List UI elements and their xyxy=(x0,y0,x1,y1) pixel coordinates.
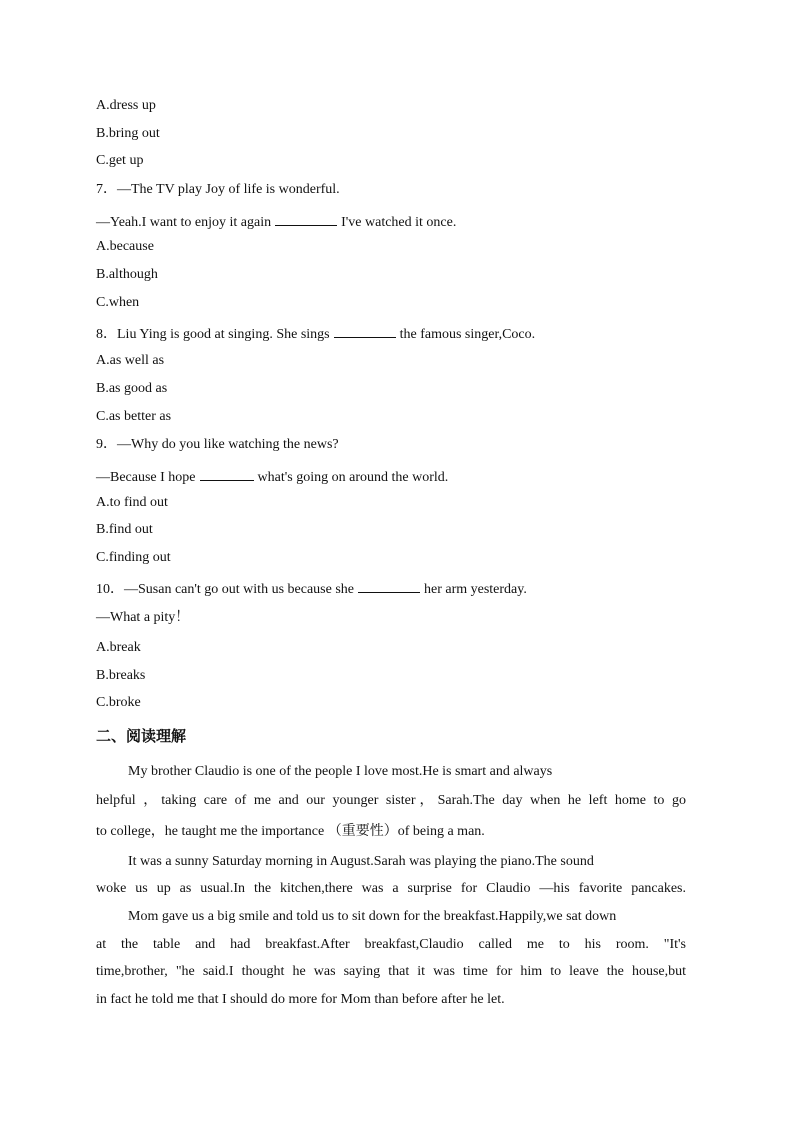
q10-stem-before: 10．—Susan can't go out with us because she xyxy=(96,582,354,597)
q7-reply xyxy=(96,211,456,232)
q8-option-b: B.as good as xyxy=(96,381,168,396)
q8-answer-blank[interactable] xyxy=(334,323,396,338)
q9-option-b: B.find out xyxy=(96,522,153,537)
passage-line-2: helpful ，taking care of me and our younger sister，Sarah.The day when he left home to go xyxy=(96,793,686,808)
q9-reply xyxy=(96,466,448,487)
q7-option-b: B.although xyxy=(96,267,158,282)
passage-line-5: woke us up as usual.In the kitchen,there was a surprise for Claudio —his favorite pancakes. xyxy=(96,881,686,896)
q9-option-a: A.to find out xyxy=(96,495,168,510)
passage-line-1: My brother Claudio is one of the people I love most.He is smart and always xyxy=(128,764,553,779)
q9-option-c: C.finding out xyxy=(96,550,171,565)
q8-stem xyxy=(96,323,535,344)
passage-line-7: at the table and had breakfast.After breakfast,Claudio called me to his room. "It's xyxy=(96,937,686,952)
q6-option-a: A.dress up xyxy=(96,98,156,113)
q10-option-b: B.breaks xyxy=(96,668,146,683)
q7-option-c: C.when xyxy=(96,295,140,310)
q6-option-b: B.bring out xyxy=(96,126,160,141)
q10-stem-after: her arm yesterday. xyxy=(423,582,527,597)
q7-option-a: A.because xyxy=(96,239,154,254)
passage-line-8: time,brother, "he said.I thought he was saying that it was time for him to leave the house,but xyxy=(96,964,686,979)
q8-option-c: C.as better as xyxy=(96,409,172,424)
q7-stem: 7．—The TV play Joy of life is wonderful. xyxy=(96,182,340,197)
q7-reply-before: —Yeah.I want to enjoy it again xyxy=(96,215,272,230)
q6-option-c: C.get up xyxy=(96,153,144,168)
section-title-reading: 二、阅读理解 xyxy=(96,727,187,745)
q8-stem-before: 8．Liu Ying is good at singing. She sings xyxy=(96,327,330,342)
q9-stem: 9．—Why do you like watching the news? xyxy=(96,437,339,452)
q7-answer-blank[interactable] xyxy=(275,211,337,226)
q8-stem-after: the famous singer,Coco. xyxy=(399,327,536,342)
passage-line-6: Mom gave us a big smile and told us to sit down for the breakfast.Happily,we sat down xyxy=(128,909,617,924)
q10-reply: —What a pity！ xyxy=(96,610,190,625)
passage-line-3: to college，he taught me the importance （重要性）of being a man. xyxy=(96,824,485,839)
q8-option-a: A.as well as xyxy=(96,353,165,368)
passage-line-9: in fact he told me that I should do more for Mom than before after he let. xyxy=(96,992,505,1007)
q10-option-c: C.broke xyxy=(96,695,141,710)
q9-answer-blank[interactable] xyxy=(200,466,254,481)
q9-reply-after: what's going on around the world. xyxy=(257,470,449,485)
q10-stem xyxy=(96,578,527,599)
passage-line-4: It was a sunny Saturday morning in August.Sarah was playing the piano.The sound xyxy=(128,854,594,869)
q7-reply-after: I've watched it once. xyxy=(341,215,457,230)
q9-reply-before: —Because I hope xyxy=(96,470,196,485)
q10-option-a: A.break xyxy=(96,640,141,655)
q10-answer-blank[interactable] xyxy=(358,578,420,593)
